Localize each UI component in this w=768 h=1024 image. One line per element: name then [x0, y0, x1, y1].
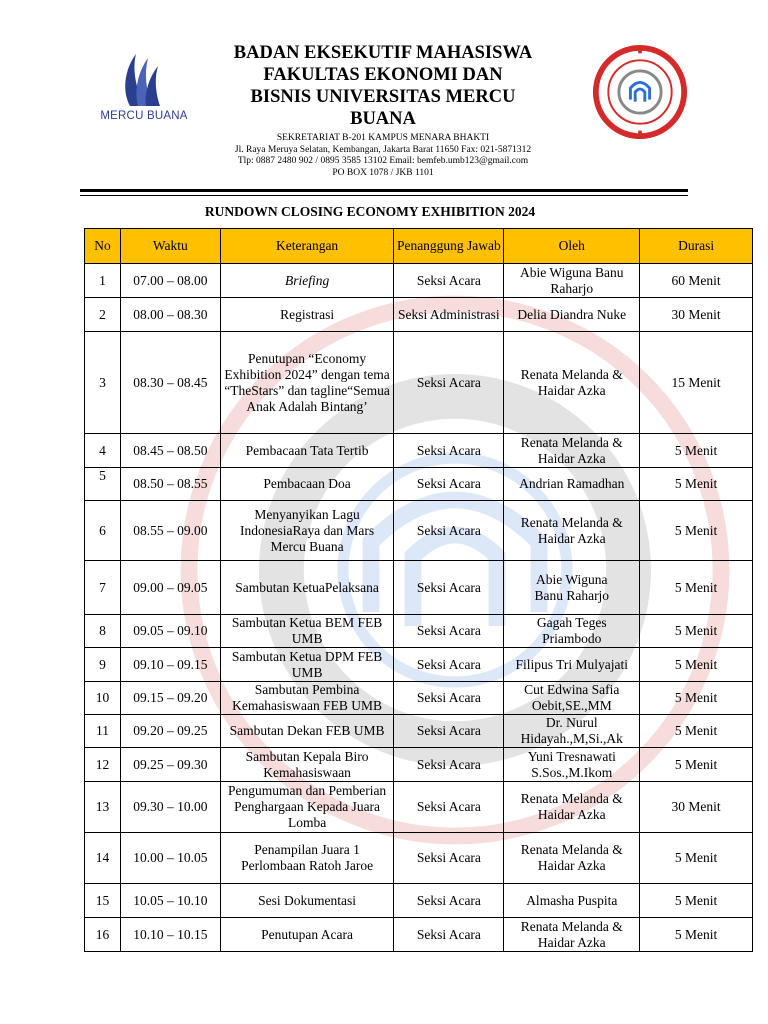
row-oleh: Renata Melanda & Haidar Azka	[504, 833, 640, 884]
row-waktu: 09.30 – 10.00	[120, 782, 220, 833]
row-durasi: 15 Menit	[640, 332, 753, 434]
table-row	[85, 782, 753, 833]
table-row	[85, 615, 753, 648]
row-waktu: 09.25 – 09.30	[120, 748, 220, 782]
row-oleh: Abie Wiguna Banu Raharjo	[504, 561, 640, 615]
row-no: 11	[85, 715, 121, 748]
row-keterangan: Sesi Dokumentasi	[220, 884, 394, 918]
row-no: 7	[85, 561, 121, 615]
row-waktu: 10.10 – 10.15	[120, 918, 220, 952]
row-durasi: 5 Menit	[640, 715, 753, 748]
row-no: 15	[85, 884, 121, 918]
row-oleh: Renata Melanda & Haidar Azka	[504, 501, 640, 561]
table-row	[85, 833, 753, 884]
row-no: 6	[85, 501, 121, 561]
row-keterangan: Penutupan Acara	[220, 918, 394, 952]
row-keterangan: Sambutan Pembina Kemahasiswaan FEB UMB	[220, 682, 394, 715]
col-header-durasi: Durasi	[640, 229, 753, 264]
row-oleh: Dr. Nurul Hidayah.,M,Si.,Ak	[504, 715, 640, 748]
row-waktu: 10.00 – 10.05	[120, 833, 220, 884]
row-no: 14	[85, 833, 121, 884]
col-header-keterangan: Keterangan	[220, 229, 394, 264]
row-durasi: 5 Menit	[640, 682, 753, 715]
table-row	[85, 884, 753, 918]
row-keterangan: Sambutan Dekan FEB UMB	[220, 715, 394, 748]
row-no: 8	[85, 615, 121, 648]
row-waktu: 08.45 – 08.50	[120, 434, 220, 468]
col-header-waktu: Waktu	[120, 229, 220, 264]
document-title: RUNDOWN CLOSING ECONOMY EXHIBITION 2024	[204, 204, 536, 219]
row-no: 13	[85, 782, 121, 833]
org-name-line3: BISNIS UNIVERSITAS MERCU	[250, 87, 516, 107]
row-keterangan: Pembacaan Doa	[220, 468, 394, 501]
address-block	[200, 133, 566, 179]
row-penanggung-jawab: Seksi Acara	[394, 468, 504, 501]
row-oleh: Almasha Puspita	[504, 884, 640, 918]
row-durasi: 5 Menit	[640, 561, 753, 615]
row-penanggung-jawab: Seksi Acara	[394, 782, 504, 833]
row-no: 16	[85, 918, 121, 952]
header-rule-thin	[80, 195, 688, 196]
row-penanggung-jawab: Seksi Acara	[394, 332, 504, 434]
row-durasi: 5 Menit	[640, 468, 753, 501]
table-row	[85, 561, 753, 615]
header-rule-thick	[80, 189, 688, 192]
row-keterangan: Briefing	[220, 264, 394, 298]
row-oleh: Gagah Teges Priambodo	[504, 615, 640, 648]
row-oleh: Cut Edwina Safia Oebit,SE.,MM	[504, 682, 640, 715]
row-penanggung-jawab: Seksi Acara	[394, 501, 504, 561]
row-keterangan: Sambutan KetuaPelaksana	[220, 561, 394, 615]
row-durasi: 30 Menit	[640, 782, 753, 833]
table-row	[85, 468, 753, 501]
row-waktu: 09.05 – 09.10	[120, 615, 220, 648]
row-keterangan: Penampilan Juara 1 Perlombaan Ratoh Jaroe	[220, 833, 394, 884]
row-durasi: 5 Menit	[640, 615, 753, 648]
org-name-line2: FAKULTAS EKONOMI DAN	[263, 65, 503, 85]
row-keterangan: Menyanyikan Lagu IndonesiaRaya dan Mars Mercu Buana	[220, 501, 394, 561]
row-penanggung-jawab: Seksi Acara	[394, 918, 504, 952]
table-row	[85, 715, 753, 748]
row-penanggung-jawab: Seksi Acara	[394, 434, 504, 468]
row-durasi: 60 Menit	[640, 264, 753, 298]
row-oleh: Renata Melanda & Haidar Azka	[504, 332, 640, 434]
row-penanggung-jawab: Seksi Acara	[394, 748, 504, 782]
row-oleh: Filipus Tri Mulyajati	[504, 648, 640, 682]
left-logo-text: MERCU BUANA	[100, 110, 188, 122]
col-header-penanggung-jawab: Penanggung Jawab	[394, 229, 504, 264]
row-oleh: Yuni Tresnawati S.Sos.,M.Ikom	[504, 748, 640, 782]
table-row	[85, 682, 753, 715]
row-oleh: Renata Melanda & Haidar Azka	[504, 918, 640, 952]
row-oleh: Renata Melanda & Haidar Azka	[504, 434, 640, 468]
table-row	[85, 298, 753, 332]
row-no: 2	[85, 298, 121, 332]
row-oleh: Delia Diandra Nuke	[504, 298, 640, 332]
row-waktu: 08.55 – 09.00	[120, 501, 220, 561]
row-waktu: 10.05 – 10.10	[120, 884, 220, 918]
row-keterangan: Sambutan Ketua BEM FEB UMB	[220, 615, 394, 648]
row-waktu: 09.15 – 09.20	[120, 682, 220, 715]
row-penanggung-jawab: Seksi Administrasi	[394, 298, 504, 332]
row-keterangan: Pembacaan Tata Tertib	[220, 434, 394, 468]
table-row	[85, 264, 753, 298]
row-waktu: 07.00 – 08.00	[120, 264, 220, 298]
table-row	[85, 918, 753, 952]
row-no: 3	[85, 332, 121, 434]
flame-logo-icon	[92, 48, 196, 110]
col-header-no: No	[85, 229, 121, 264]
row-penanggung-jawab: Seksi Acara	[394, 561, 504, 615]
letterhead	[200, 42, 566, 179]
row-keterangan: Registrasi	[220, 298, 394, 332]
bem-seal-logo	[592, 44, 688, 140]
row-waktu: 09.10 – 09.15	[120, 648, 220, 682]
row-penanggung-jawab: Seksi Acara	[394, 884, 504, 918]
row-durasi: 5 Menit	[640, 884, 753, 918]
row-durasi: 5 Menit	[640, 501, 753, 561]
row-penanggung-jawab: Seksi Acara	[394, 648, 504, 682]
row-no: 10	[85, 682, 121, 715]
row-penanggung-jawab: Seksi Acara	[394, 833, 504, 884]
row-durasi: 5 Menit	[640, 918, 753, 952]
table-row	[85, 748, 753, 782]
row-oleh: Renata Melanda & Haidar Azka	[504, 782, 640, 833]
table-row	[85, 434, 753, 468]
row-no: 1	[85, 264, 121, 298]
row-keterangan: Sambutan Ketua DPM FEB UMB	[220, 648, 394, 682]
row-keterangan: Pengumuman dan Pemberian Penghargaan Kepada Juara Lomba	[220, 782, 394, 833]
row-durasi: 5 Menit	[640, 648, 753, 682]
row-keterangan: Penutupan “Economy Exhibition 2024” dengan tema “TheStars” dan tagline“Semua Anak Adalah Bintang’	[220, 332, 394, 434]
row-waktu: 09.00 – 09.05	[120, 561, 220, 615]
row-durasi: 5 Menit	[640, 434, 753, 468]
row-waktu: 08.00 – 08.30	[120, 298, 220, 332]
address-line-2: Jl. Raya Meruya Selatan, Kembangan, Jakarta Barat 11650 Fax: 021-5871312	[234, 144, 532, 155]
table-header-row	[85, 229, 753, 264]
address-line-1: SEKRETARIAT B-201 KAMPUS MENARA BHAKTI	[276, 133, 490, 143]
row-penanggung-jawab: Seksi Acara	[394, 264, 504, 298]
mercu-buana-logo	[92, 48, 196, 128]
rundown-table	[84, 228, 753, 952]
org-name-line4: BUANA	[350, 109, 416, 129]
row-durasi: 30 Menit	[640, 298, 753, 332]
table-row	[85, 648, 753, 682]
address-line-4: PO BOX 1078 / JKB 1101	[332, 167, 434, 178]
row-no: 9	[85, 648, 121, 682]
row-durasi: 5 Menit	[640, 833, 753, 884]
address-line-3: Tlp: 0887 2480 902 / 0895 3585 13102 Email: bemfeb.umb123@gmail.com	[237, 156, 529, 166]
row-no: 12	[85, 748, 121, 782]
table-row	[85, 332, 753, 434]
org-name-line1: BADAN EKSEKUTIF MAHASISWA	[233, 43, 533, 63]
row-no: 5	[85, 468, 121, 501]
row-penanggung-jawab: Seksi Acara	[394, 615, 504, 648]
row-waktu: 08.30 – 08.45	[120, 332, 220, 434]
row-penanggung-jawab: Seksi Acara	[394, 682, 504, 715]
row-no: 4	[85, 434, 121, 468]
row-waktu: 08.50 – 08.55	[120, 468, 220, 501]
row-penanggung-jawab: Seksi Acara	[394, 715, 504, 748]
row-oleh: Andrian Ramadhan	[504, 468, 640, 501]
row-oleh: Abie Wiguna Banu Raharjo	[504, 264, 640, 298]
row-waktu: 09.20 – 09.25	[120, 715, 220, 748]
col-header-oleh: Oleh	[504, 229, 640, 264]
row-keterangan: Sambutan Kepala Biro Kemahasiswaan	[220, 748, 394, 782]
table-row	[85, 501, 753, 561]
row-durasi: 5 Menit	[640, 748, 753, 782]
